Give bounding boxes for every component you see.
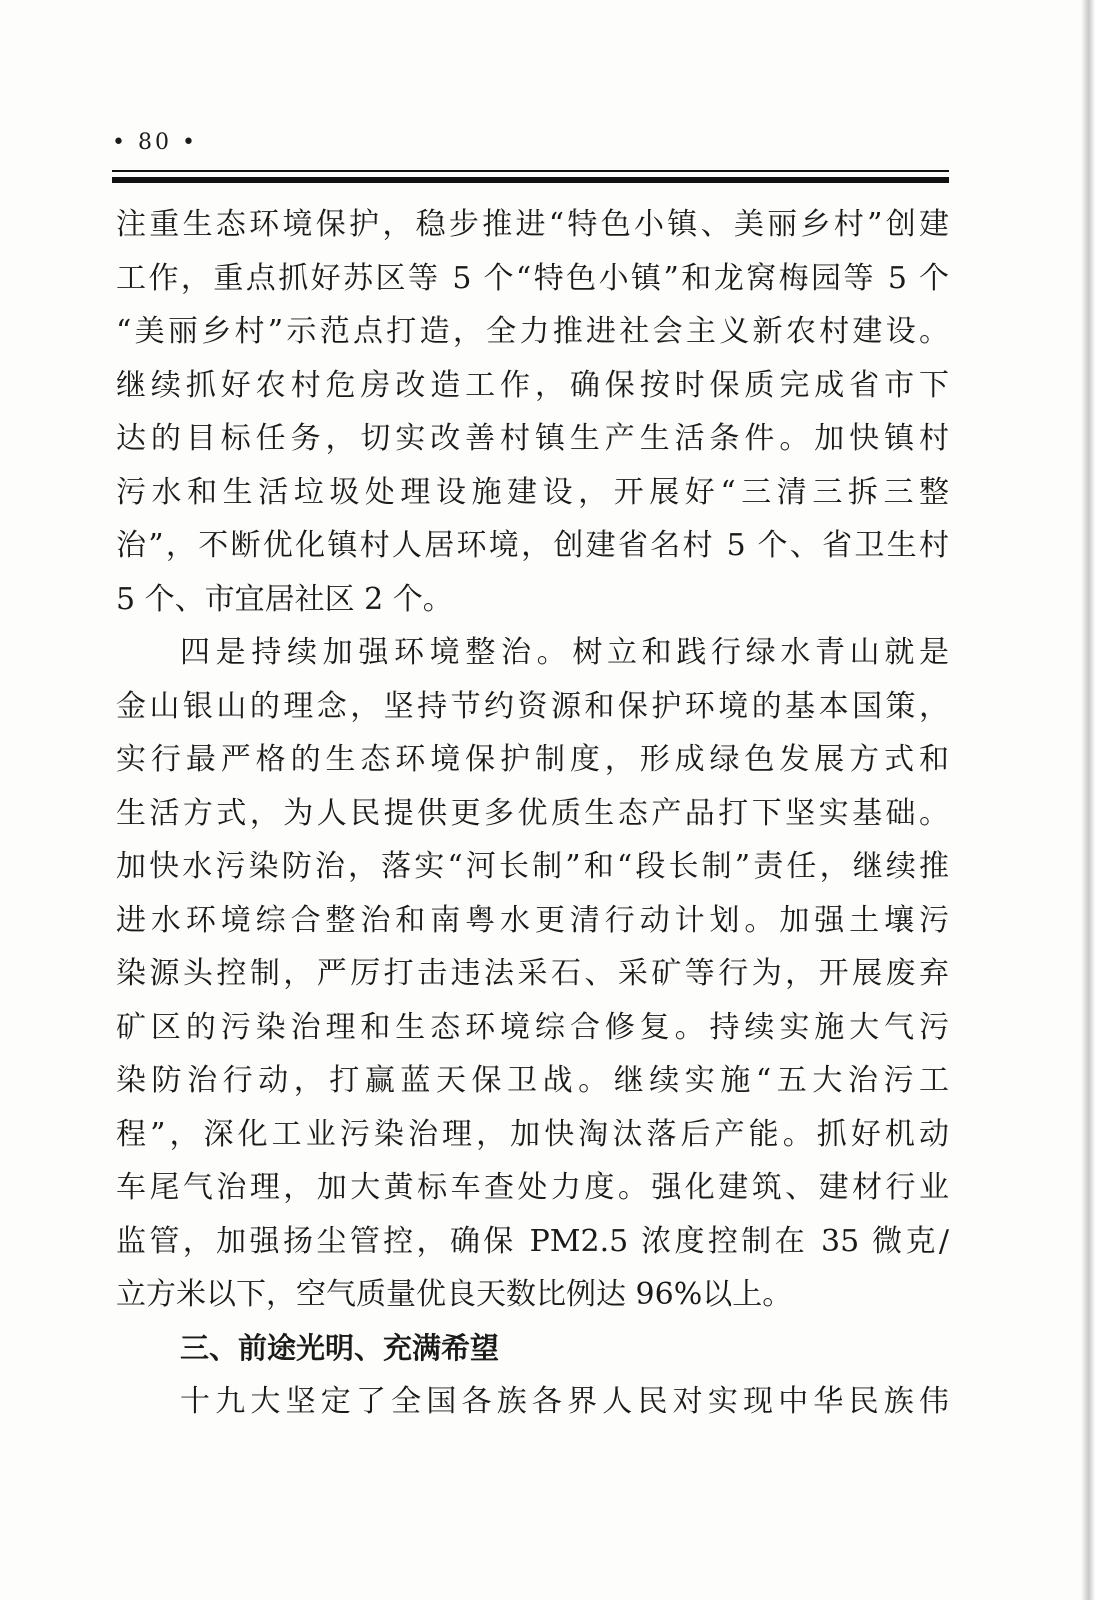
text-line: 监管，加强扬尘管控，确保 PM2.5 浓度控制在 35 微克/ — [116, 1223, 949, 1259]
text-line: 达的目标任务，切实改善村镇生产生活条件。加快镇村 — [116, 421, 949, 456]
text-line: 治”，不断优化镇村人居环境，创建省名村 5 个、省卫生村 — [116, 528, 949, 563]
text-span: 树立和践行绿水青山就是 — [572, 635, 949, 670]
header-rule-thin — [112, 170, 949, 172]
text-line: 矿区的污染治理和生态环境综合修复。持续实施大气污 — [116, 1009, 949, 1045]
page-number: • 80 • — [112, 130, 198, 155]
text-line: 染防治行动，打赢蓝天保卫战。继续实施“五大治污工 — [116, 1063, 949, 1098]
header-rule-thick — [112, 177, 949, 183]
text-line: 金山银山的理念，坚持节约资源和保护环境的基本国策， — [116, 688, 949, 724]
text-line: 染源头控制，严厉打击违法采石、采矿等行为，开展废弃 — [116, 956, 949, 991]
text-line: “美丽乡村”示范点打造，全力推进社会主义新农村建设。 — [116, 314, 949, 349]
text-line: 污水和生活垃圾处理设施建设，开展好“三清三拆三整 — [116, 474, 949, 510]
text-line: 工作，重点抓好苏区等 5 个“特色小镇”和龙窝梅园等 5 个 — [116, 260, 949, 296]
text-line: 十九大坚定了全国各族各界人民对实现中华民族伟 — [180, 1384, 949, 1419]
text-line: 5 个、市宜居社区 2 个。 — [116, 581, 453, 617]
body-text — [116, 198, 949, 1429]
text-line: 生活方式，为人民提供更多优质生态产品打下坚实基础。 — [116, 795, 949, 831]
text-line: 实行最严格的生态环境保护制度，形成绿色发展方式和 — [116, 742, 949, 777]
text-line: 注重生态环境保护，稳步推进“特色小镇、美丽乡村”创建 — [116, 207, 949, 242]
paragraph-lead: 四是持续加强环境整治。 — [180, 635, 573, 670]
text-line: 进水环境综合整治和南粤水更清行动计划。加强土壤污 — [116, 902, 949, 938]
text-line: 立方米以下，空气质量优良天数比例达 96%以上。 — [116, 1277, 793, 1312]
text-line: 加快水污染防治，落实“河长制”和“段长制”责任，继续推 — [116, 849, 949, 884]
text-line: 车尾气治理，加大黄标车查处力度。强化建筑、建材行业 — [116, 1170, 949, 1205]
section-heading: 三、前途光明、充满希望 — [180, 1330, 500, 1365]
paragraph-first-line — [116, 626, 949, 680]
text-line: 继续抓好农村危房改造工作，确保按时保质完成省市下 — [116, 367, 949, 403]
page-edge-shadow — [1081, 0, 1095, 1600]
text-line: 程”，深化工业污染治理，加快淘汰落后产能。抓好机动 — [116, 1116, 949, 1152]
